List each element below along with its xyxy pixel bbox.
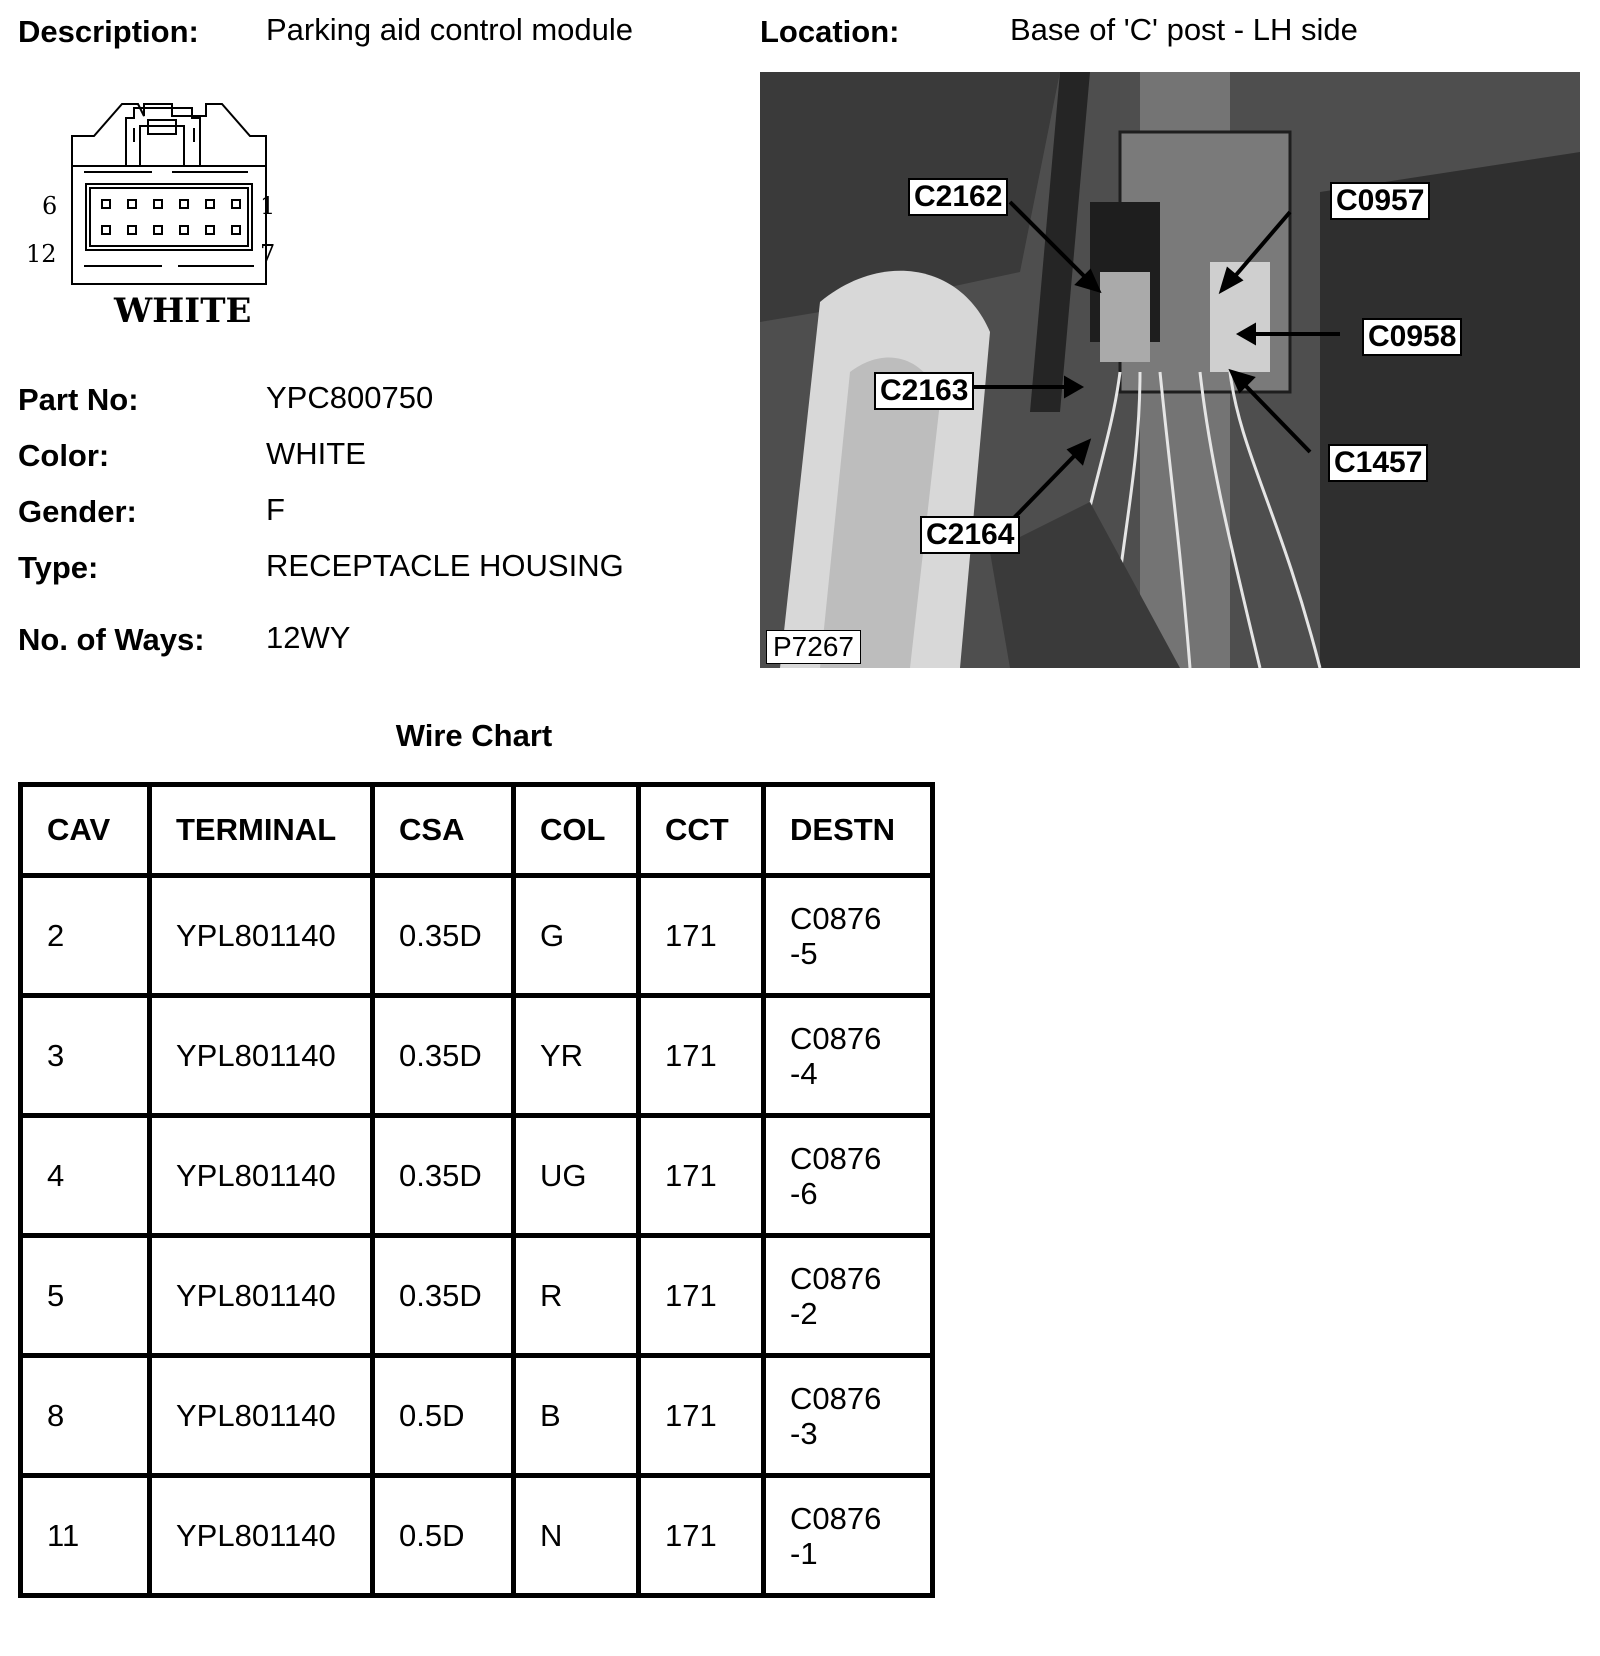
table-row	[21, 1116, 933, 1236]
type-value: RECEPTACLE HOUSING	[266, 548, 624, 583]
destn-value: C0876-4	[790, 1020, 882, 1091]
pin-label-6: 6	[42, 192, 58, 220]
wire-chart-title: Wire Chart	[395, 718, 553, 753]
table-row	[21, 876, 933, 996]
pin-label-7: 7	[260, 240, 276, 268]
cell-destn	[764, 996, 933, 1116]
pin-label-12: 12	[26, 240, 57, 268]
part-no-label: Part No:	[18, 382, 139, 417]
cell-cav: 3	[21, 996, 150, 1116]
callout-c2164: C2164	[920, 516, 1020, 554]
cell-cct: 171	[639, 1356, 764, 1476]
pin-label-1: 1	[260, 192, 276, 220]
part-no-value: YPC800750	[266, 380, 434, 415]
cell-terminal: YPL801140	[150, 876, 373, 996]
ways-value: 12WY	[266, 620, 351, 655]
callout-c0958: C0958	[1362, 318, 1462, 356]
table-row	[21, 996, 933, 1116]
cell-csa: 0.5D	[373, 1476, 514, 1596]
connector-face-diagram	[22, 96, 292, 336]
cell-col: R	[514, 1236, 639, 1356]
cell-terminal: YPL801140	[150, 1356, 373, 1476]
cell-terminal: YPL801140	[150, 996, 373, 1116]
column-header-cav: CAV	[21, 785, 150, 876]
destn-value: C0876-2	[790, 1260, 882, 1331]
color-value: WHITE	[266, 436, 366, 471]
cell-cav: 4	[21, 1116, 150, 1236]
cell-csa: 0.35D	[373, 876, 514, 996]
cell-csa: 0.35D	[373, 996, 514, 1116]
destn-value: C0876-3	[790, 1380, 882, 1451]
cell-csa: 0.5D	[373, 1356, 514, 1476]
column-header-cct: CCT	[639, 785, 764, 876]
column-header-terminal: TERMINAL	[150, 785, 373, 876]
cell-destn	[764, 1116, 933, 1236]
cell-destn	[764, 1236, 933, 1356]
cell-col: UG	[514, 1116, 639, 1236]
cell-col: YR	[514, 996, 639, 1116]
cell-terminal: YPL801140	[150, 1476, 373, 1596]
callout-c0957: C0957	[1330, 182, 1430, 220]
cell-cav: 11	[21, 1476, 150, 1596]
cell-cav: 2	[21, 876, 150, 996]
table-row	[21, 1356, 933, 1476]
table-row	[21, 1236, 933, 1356]
cell-csa: 0.35D	[373, 1116, 514, 1236]
location-label: Location:	[760, 14, 900, 49]
cell-col: N	[514, 1476, 639, 1596]
cell-col: B	[514, 1356, 639, 1476]
cell-col: G	[514, 876, 639, 996]
table-row	[21, 1476, 933, 1596]
description-value: Parking aid control module	[266, 12, 634, 47]
ways-label: No. of Ways:	[18, 622, 205, 657]
description-label: Description:	[18, 14, 199, 49]
wire-chart-table	[18, 782, 935, 1598]
destn-value: C0876-6	[790, 1140, 882, 1211]
cell-cav: 8	[21, 1356, 150, 1476]
color-label: Color:	[18, 438, 110, 473]
cell-destn	[764, 1356, 933, 1476]
type-label: Type:	[18, 550, 99, 585]
cell-cav: 5	[21, 1236, 150, 1356]
callout-c2162: C2162	[908, 178, 1008, 216]
destn-value: C0876-5	[790, 900, 882, 971]
column-header-destn: DESTN	[764, 785, 933, 876]
cell-cct: 171	[639, 1236, 764, 1356]
column-header-col: COL	[514, 785, 639, 876]
cell-csa: 0.35D	[373, 1236, 514, 1356]
gender-value: F	[266, 492, 285, 527]
cell-destn	[764, 1476, 933, 1596]
gender-label: Gender:	[18, 494, 137, 529]
location-value: Base of 'C' post - LH side	[1010, 12, 1358, 47]
cell-terminal: YPL801140	[150, 1236, 373, 1356]
cell-terminal: YPL801140	[150, 1116, 373, 1236]
cell-destn	[764, 876, 933, 996]
cell-cct: 171	[639, 996, 764, 1116]
cell-cct: 171	[639, 876, 764, 996]
column-header-csa: CSA	[373, 785, 514, 876]
connector-color-caption: WHITE	[114, 291, 252, 331]
photo-id: P7267	[766, 630, 861, 664]
callout-c2163: C2163	[874, 372, 974, 410]
destn-value: C0876-1	[790, 1500, 882, 1571]
callout-c1457: C1457	[1328, 444, 1428, 482]
cell-cct: 171	[639, 1116, 764, 1236]
location-photo	[760, 72, 1580, 668]
table-header-row	[21, 785, 933, 876]
cell-cct: 171	[639, 1476, 764, 1596]
